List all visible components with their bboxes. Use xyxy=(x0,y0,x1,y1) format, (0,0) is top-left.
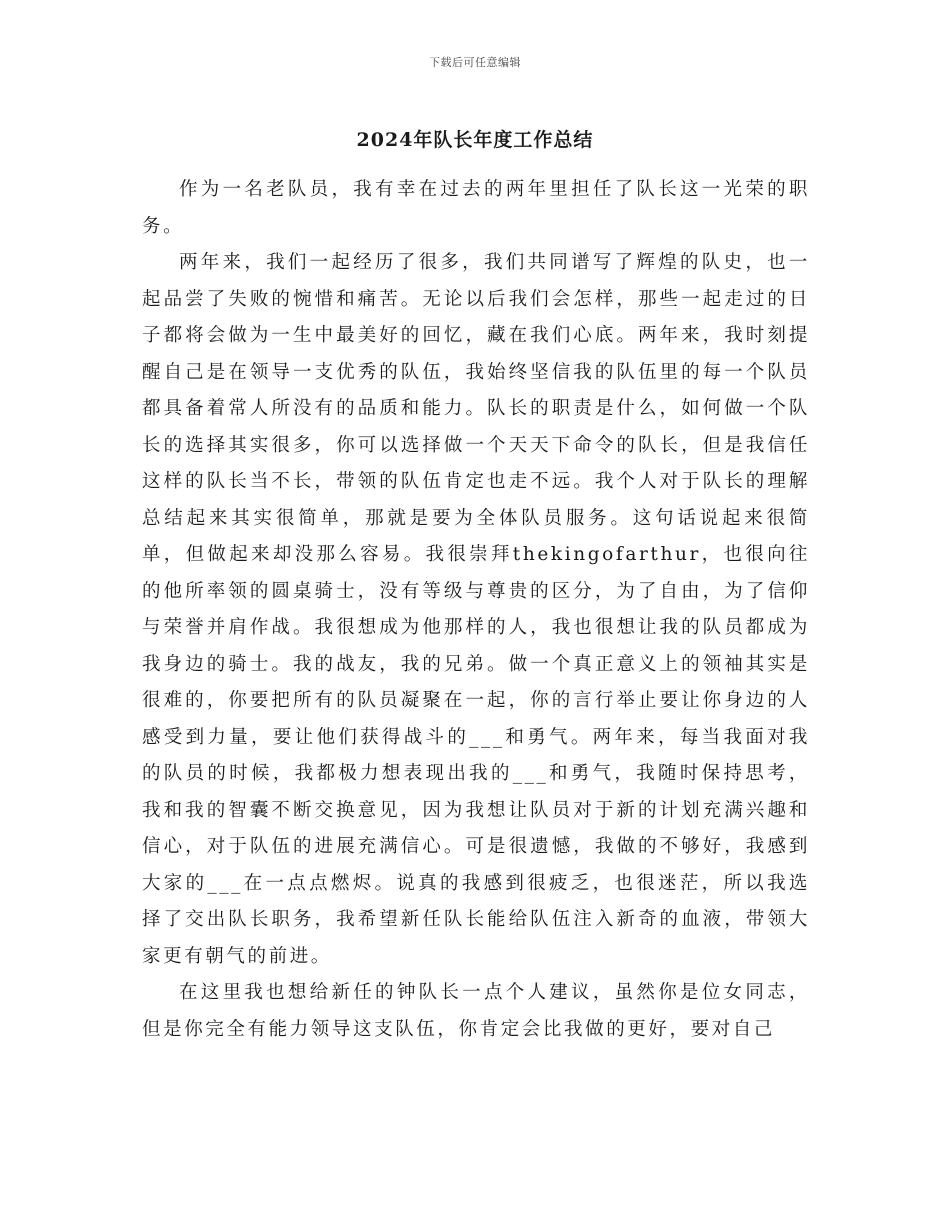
paragraph-1: 作为一名老队员，我有幸在过去的两年里担任了队长这一光荣的职务。 xyxy=(142,179,810,237)
paragraph-3: 在这里我也想给新任的钟队长一点个人建议，虽然你是位女同志，但是你完全有能力领导这支队伍，你肯定会比我做的更好，要对自己 xyxy=(142,982,810,1040)
document-body xyxy=(142,172,810,1048)
paragraph-2: 两年来，我们一起经历了很多，我们共同谱写了辉煌的队史，也一起品尝了失败的惋惜和痛苦。无论以后我们会怎样，那些一起走过的日子都将会做为一生中最美好的回忆，藏在我们心底。两年来，我时刻提醒自己是在领导一支优秀的队伍，我始终坚信我的队伍里的每一个队员都具备着常人所没有的品质和能力。队长的职责是什么，如何做一个队长的选择其实很多，你可以选择做一个天天下命令的队长，但是我信任这样的队长当不长，带领的队伍肯定也走不远。我个人对于队长的理解总结起来其实很简单，那就是要为全体队员服务。这句话说起来很简单，但做起来却没那么容易。我很崇拜thekingofarthur，也很向往的他所率领的圆桌骑士，没有等级与尊贵的区分，为了自由，为了信仰与荣誉并肩作战。我很想成为他那样的人，我也很想让我的队员都成为我身边的骑士。我的战友，我的兄弟。做一个真正意义上的领袖其实是很难的，你要把所有的队员凝聚在一起，你的言行举止要让你身边的人感受到力量，要让他们获得战斗的___和勇气。两年来，每当我面对我的队员的时候，我都极力想表现出我的___和勇气，我随时保持思考，我和我的智囊不断交换意见，因为我想让队员对于新的计划充满兴趣和信心，对于队伍的进展充满信心。可是很遗憾，我做的不够好，我感到大家的___在一点点燃烬。说真的我感到很疲乏，也很迷茫，所以我选择了交出队长职务，我希望新任队长能给队伍注入新奇的血液，带领大家更有朝气的前进。 xyxy=(142,252,810,967)
document-title: 2024年队长年度工作总结 xyxy=(356,129,594,151)
header-note: 下载后可任意编辑 xyxy=(429,56,521,69)
